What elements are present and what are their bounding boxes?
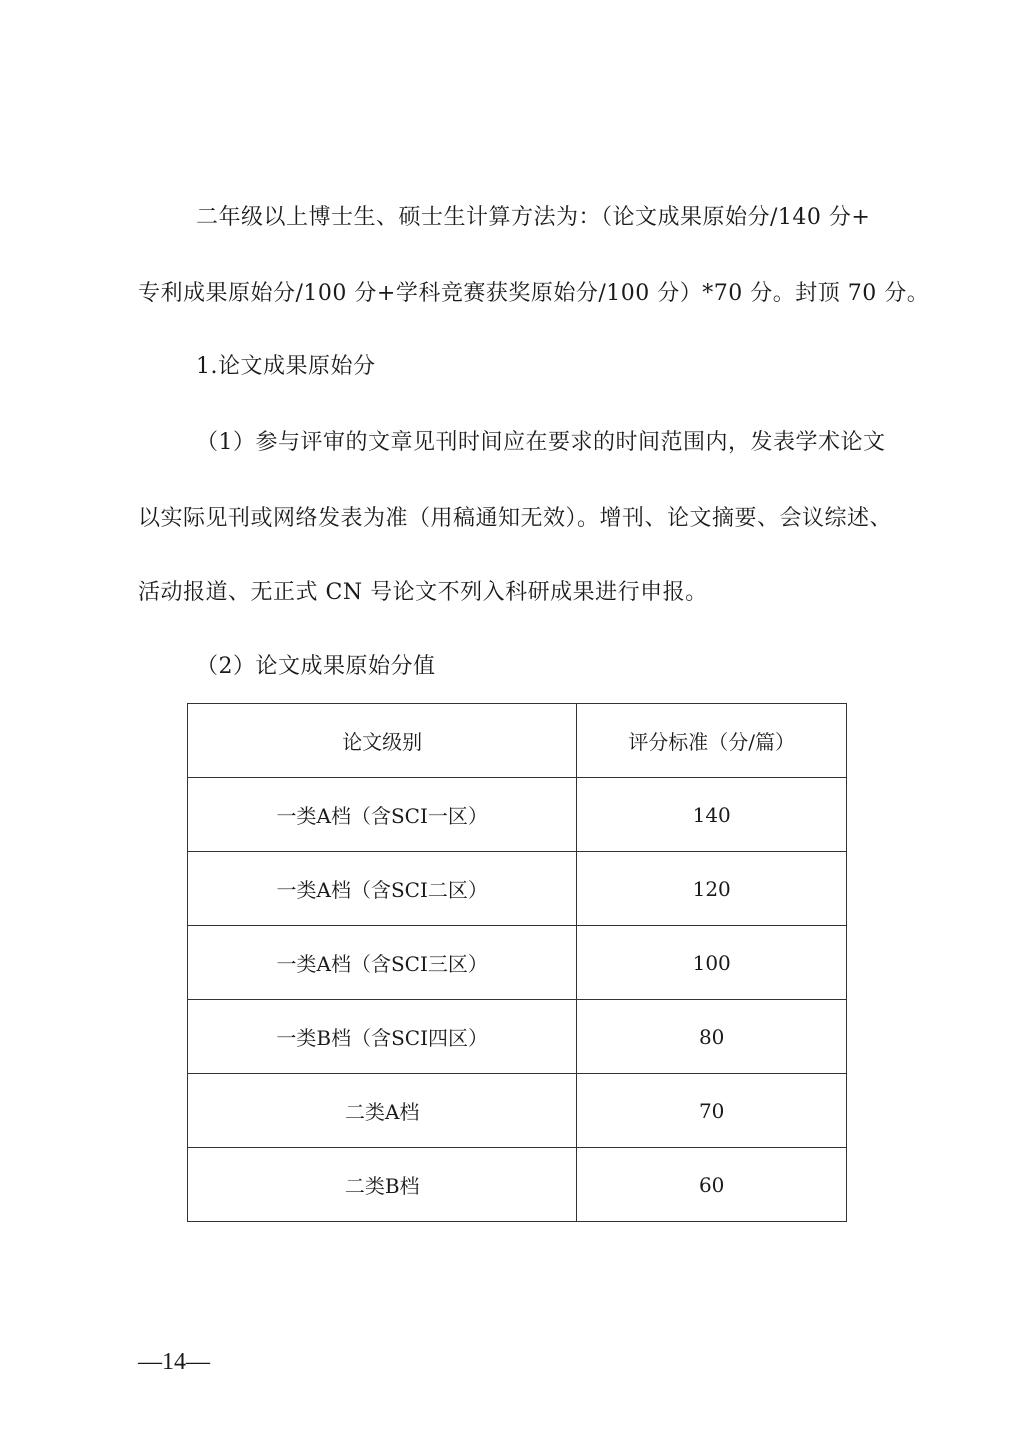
- section-heading-1: 1.论文成果原始分: [196, 354, 376, 379]
- cell-level: 二类A档: [188, 1074, 577, 1148]
- cell-score: 70: [577, 1074, 847, 1148]
- cell-score: 120: [577, 852, 847, 926]
- formula-paragraph-line-1: 二年级以上博士生、硕士生计算方法为：（论文成果原始分/140 分+: [196, 205, 871, 230]
- cell-score: 140: [577, 778, 847, 852]
- cell-score: 80: [577, 1000, 847, 1074]
- header-paper-level: 论文级别: [188, 704, 577, 778]
- table-row: [188, 1000, 847, 1074]
- table-row: [188, 778, 847, 852]
- page-number: —14—: [138, 1349, 210, 1375]
- cell-level: 一类A档（含SCI二区）: [188, 852, 577, 926]
- table-row: [188, 926, 847, 1000]
- formula-paragraph-line-2: 专利成果原始分/100 分+学科竞赛获奖原始分/100 分）*70 分。封顶 70 分。: [138, 281, 930, 306]
- cell-level: 二类B档: [188, 1148, 577, 1222]
- score-table: [187, 703, 847, 1222]
- table-header-row: [188, 704, 847, 778]
- table-row: [188, 852, 847, 926]
- cell-score: 100: [577, 926, 847, 1000]
- cell-level: 一类A档（含SCI三区）: [188, 926, 577, 1000]
- cell-level: 一类A档（含SCI一区）: [188, 778, 577, 852]
- table-row: [188, 1148, 847, 1222]
- rule-paragraph-line-3: 活动报道、无正式 CN 号论文不列入科研成果进行申报。: [138, 580, 708, 605]
- rule-paragraph-line-2: 以实际见刊或网络发表为准（用稿通知无效）。增刊、论文摘要、会议综述、: [138, 506, 893, 531]
- rule-paragraph-line-1: （1）参与评审的文章见刊时间应在要求的时间范围内，发表学术论文: [196, 430, 886, 455]
- header-score-standard: 评分标准（分/篇）: [577, 704, 847, 778]
- subheading-2: （2）论文成果原始分值: [196, 654, 436, 679]
- table-row: [188, 1074, 847, 1148]
- cell-score: 60: [577, 1148, 847, 1222]
- cell-level: 一类B档（含SCI四区）: [188, 1000, 577, 1074]
